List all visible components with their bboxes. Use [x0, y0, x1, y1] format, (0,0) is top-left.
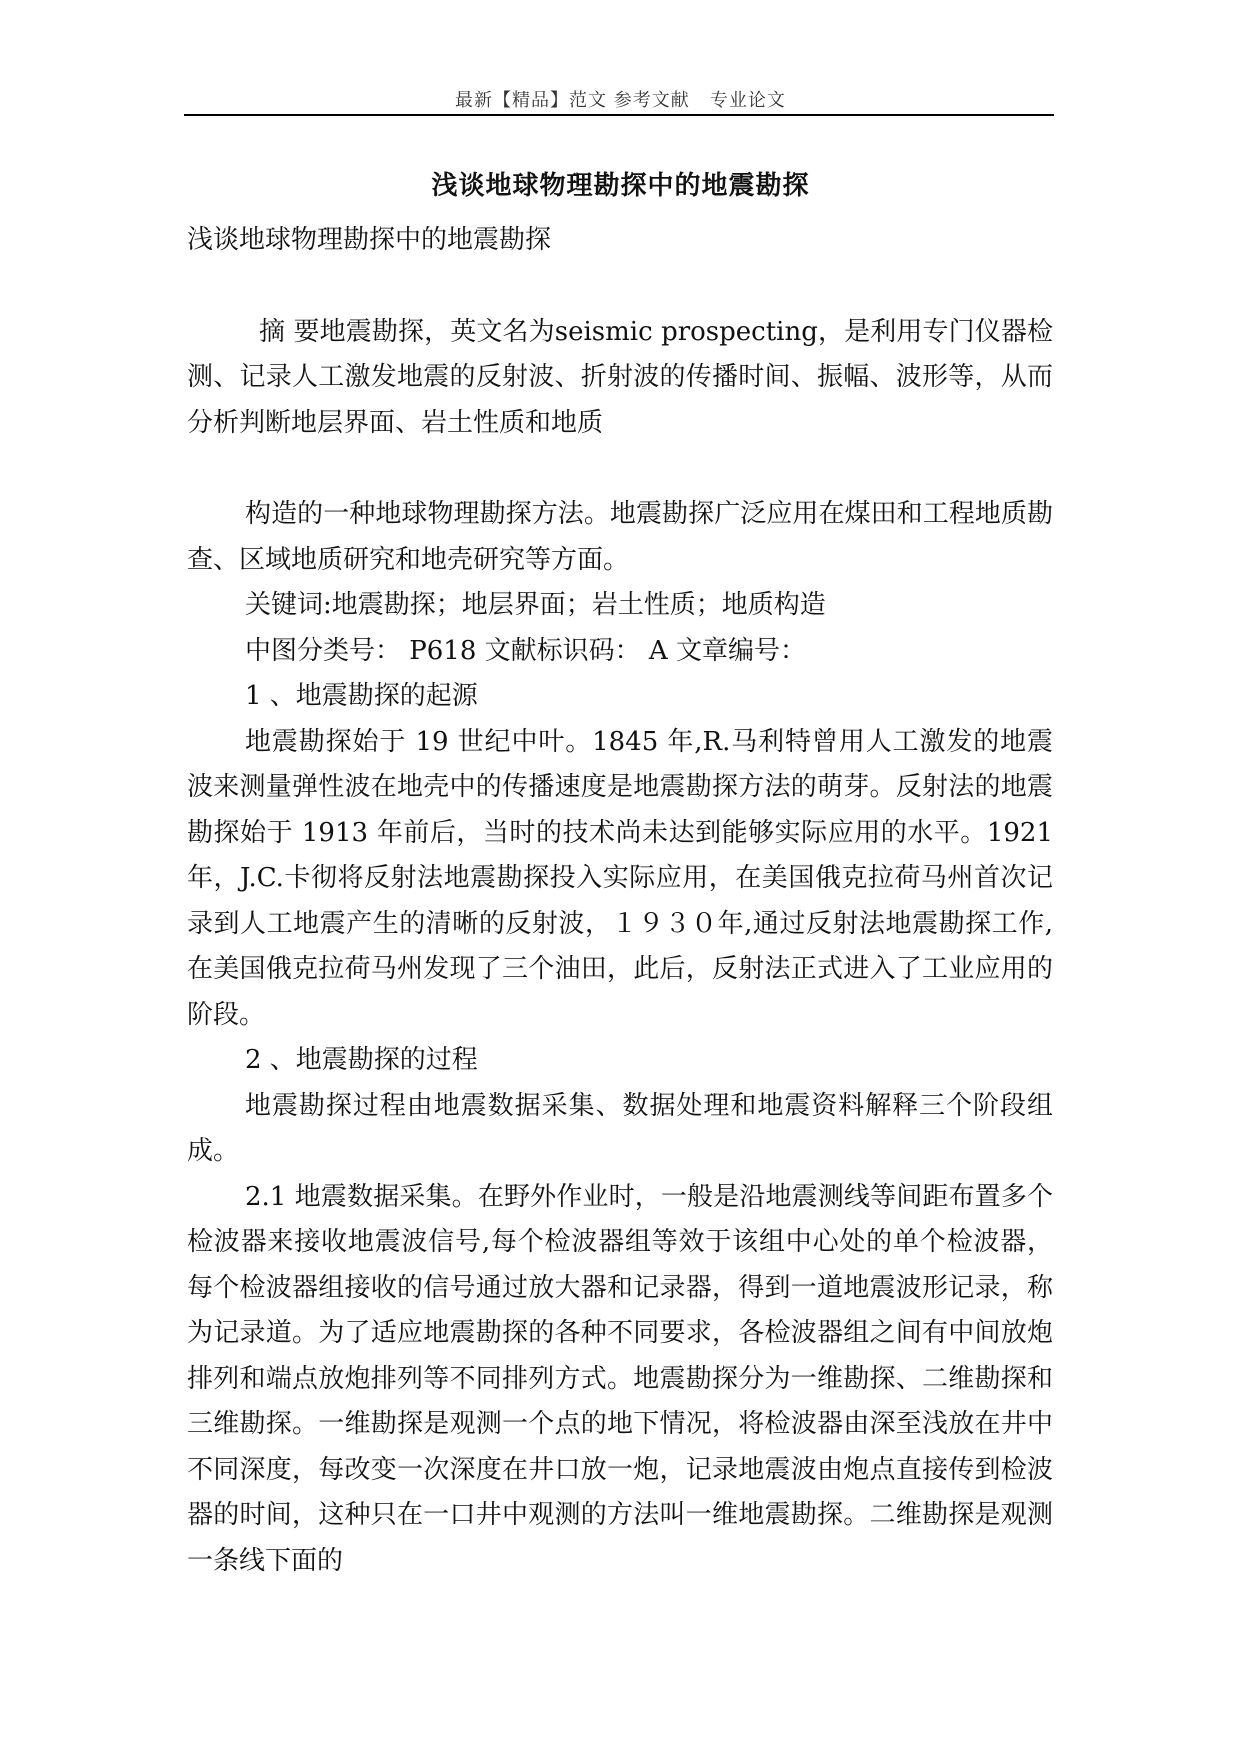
section-2-paragraph: 地震勘探过程由地震数据采集、数据处理和地震资料解释三个阶段组成。 — [187, 1090, 1053, 1166]
abstract-continuation-paragraph: 构造的一种地球物理勘探方法。地震勘探广泛应用在煤田和工程地质勘查、区域地质研究和地壳研究等方面。 — [187, 499, 1053, 575]
section-1-paragraph: 地震勘探始于 19 世纪中叶。1845 年,R.马利特曾用人工激发的地震波来测量弹性波在地壳中的传播速度是地震勘探方法的萌芽。反射法的地震勘探始于 1913 年前后，当时的技术尚未达到能够实际应用的水平。1921 年，J.C.卡彻将反射法地震勘探投入实际应用，在美国俄克拉荷马州首次记录到人工地震产生的清晰的反射波，１９３０年,通过反射法地震勘探工作, 在美国俄克拉荷马州发现了三个油田，此后，反射法正式进入了工业应用的阶段。 — [187, 726, 1053, 1030]
blank-line — [187, 264, 1053, 310]
document-subtitle: 浅谈地球物理勘探中的地震勘探 — [187, 225, 552, 255]
blank-line — [187, 446, 1053, 492]
section-2-1-paragraph: 2.1 地震数据采集。在野外作业时，一般是沿地震测线等间距布置多个检波器来接收地震波信号,每个检波器组等效于该组中心处的单个检波器，每个检波器组接收的信号通过放大器和记录器，得到一道地震波形记录，称为记录道。为了适应地震勘探的各种不同要求，各检波器组之间有中间放炮排列和端点放炮排列等不同排列方式。地震勘探分为一维勘探、二维勘探和三维勘探。一维勘探是观测一个点的地下情况，将检波器由深至浅放在井中不同深度，每改变一次深度在井口放一炮，记录地震波由炮点直接传到检波器的时间，这种只在一口井中观测的方法叫一维地震勘探。二维勘探是观测一条线下面的 — [187, 1181, 1053, 1576]
section-1-heading: 1 、地震勘探的起源 — [245, 681, 478, 711]
section-2-heading: 2 、地震勘探的过程 — [245, 1045, 478, 1075]
document-title: 浅谈地球物理勘探中的地震勘探 — [431, 171, 810, 201]
classification-line: 中图分类号： P618 文献标识码： A 文章编号： — [245, 635, 806, 666]
running-header: 最新【精品】范文 参考文献 专业论文 — [455, 90, 786, 111]
abstract-paragraph: 摘 要地震勘探，英文名为seismic prospecting，是利用专门仪器检测、记录人工激发地震的反射波、折射波的传播时间、振幅、波形等，从而分析判断地层界面、岩土性质和地质 — [187, 316, 1053, 438]
document-body — [187, 218, 1053, 1584]
header-divider — [184, 114, 1054, 116]
keywords-line: 关键词:地震勘探；地层界面；岩土性质；地质构造 — [245, 590, 826, 620]
